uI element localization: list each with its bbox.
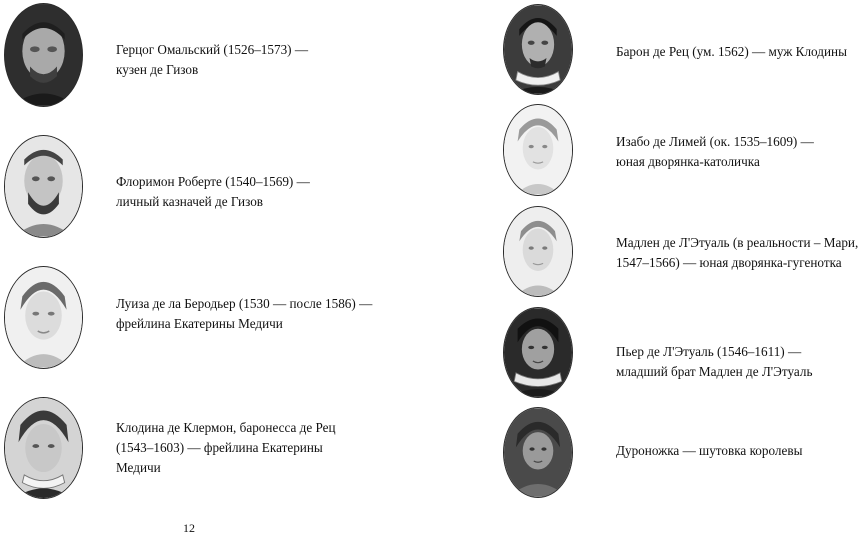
portrait-louise-berodiere-drawing	[5, 267, 82, 368]
caption-line: Клодина де Клермон, баронесса де Рец	[116, 420, 336, 435]
page-number: 12	[183, 521, 195, 535]
caption-line: (1543–1603) — фрейлина Екатерины	[116, 440, 323, 455]
caption-line: Мадлен де Л'Этуаль (в реальности – Мари,	[616, 235, 859, 250]
portrait-baron-retz	[503, 4, 573, 95]
caption-madeleine-etoile	[616, 233, 858, 273]
portrait-louise-berodiere	[4, 266, 83, 369]
caption-line: Пьер де Л'Этуаль (1546–1611) —	[616, 344, 802, 359]
portrait-madeleine-etoile	[503, 206, 573, 297]
portrait-florimond-robertet-drawing	[5, 136, 82, 237]
portrait-pierre-etoile-drawing	[504, 308, 572, 397]
caption-line: юная дворянка-католичка	[616, 154, 760, 169]
portrait-isabeau-limeuil	[503, 104, 573, 196]
portrait-florimond-robertet	[4, 135, 83, 238]
caption-florimond-robertet	[116, 172, 310, 212]
portrait-pierre-etoile	[503, 307, 573, 398]
caption-baron-retz	[616, 42, 847, 62]
portrait-duronozhka-drawing	[504, 408, 572, 497]
caption-line: Медичи	[116, 460, 161, 475]
caption-line: личный казначей де Гизов	[116, 194, 264, 209]
portrait-baron-retz-drawing	[504, 5, 572, 94]
portrait-claudine-clermont-drawing	[5, 398, 82, 498]
caption-line: Луиза де ла Беродьер (1530 — после 1586) —	[116, 296, 373, 311]
portrait-claudine-clermont	[4, 397, 83, 499]
caption-duke-aumale	[116, 40, 308, 80]
portrait-duke-aumale	[4, 3, 83, 107]
caption-line: Изабо де Лимей (ок. 1535–1609) —	[616, 134, 814, 149]
caption-line: 1547–1566) — юная дворянка-гугенотка	[616, 255, 842, 270]
portrait-madeleine-etoile-drawing	[504, 207, 572, 296]
caption-line: Дуроножка — шутовка королевы	[616, 443, 803, 458]
caption-line: фрейлина Екатерины Медичи	[116, 316, 283, 331]
caption-claudine-clermont	[116, 418, 336, 478]
caption-isabeau-limeuil	[616, 132, 814, 172]
caption-line: Барон де Рец (ум. 1562) — муж Клодины	[616, 44, 847, 59]
caption-line: кузен де Гизов	[116, 62, 199, 77]
caption-pierre-etoile	[616, 342, 812, 382]
caption-line: Герцог Омальский (1526–1573) —	[116, 42, 309, 57]
caption-line: младший брат Мадлен де Л'Этуаль	[616, 364, 813, 379]
portrait-duke-aumale-drawing	[5, 4, 82, 106]
caption-duronozhka	[616, 441, 802, 461]
caption-louise-berodiere	[116, 294, 372, 334]
portrait-duronozhka	[503, 407, 573, 498]
portrait-isabeau-limeuil-drawing	[504, 105, 572, 195]
caption-line: Флоримон Роберте (1540–1569) —	[116, 174, 310, 189]
